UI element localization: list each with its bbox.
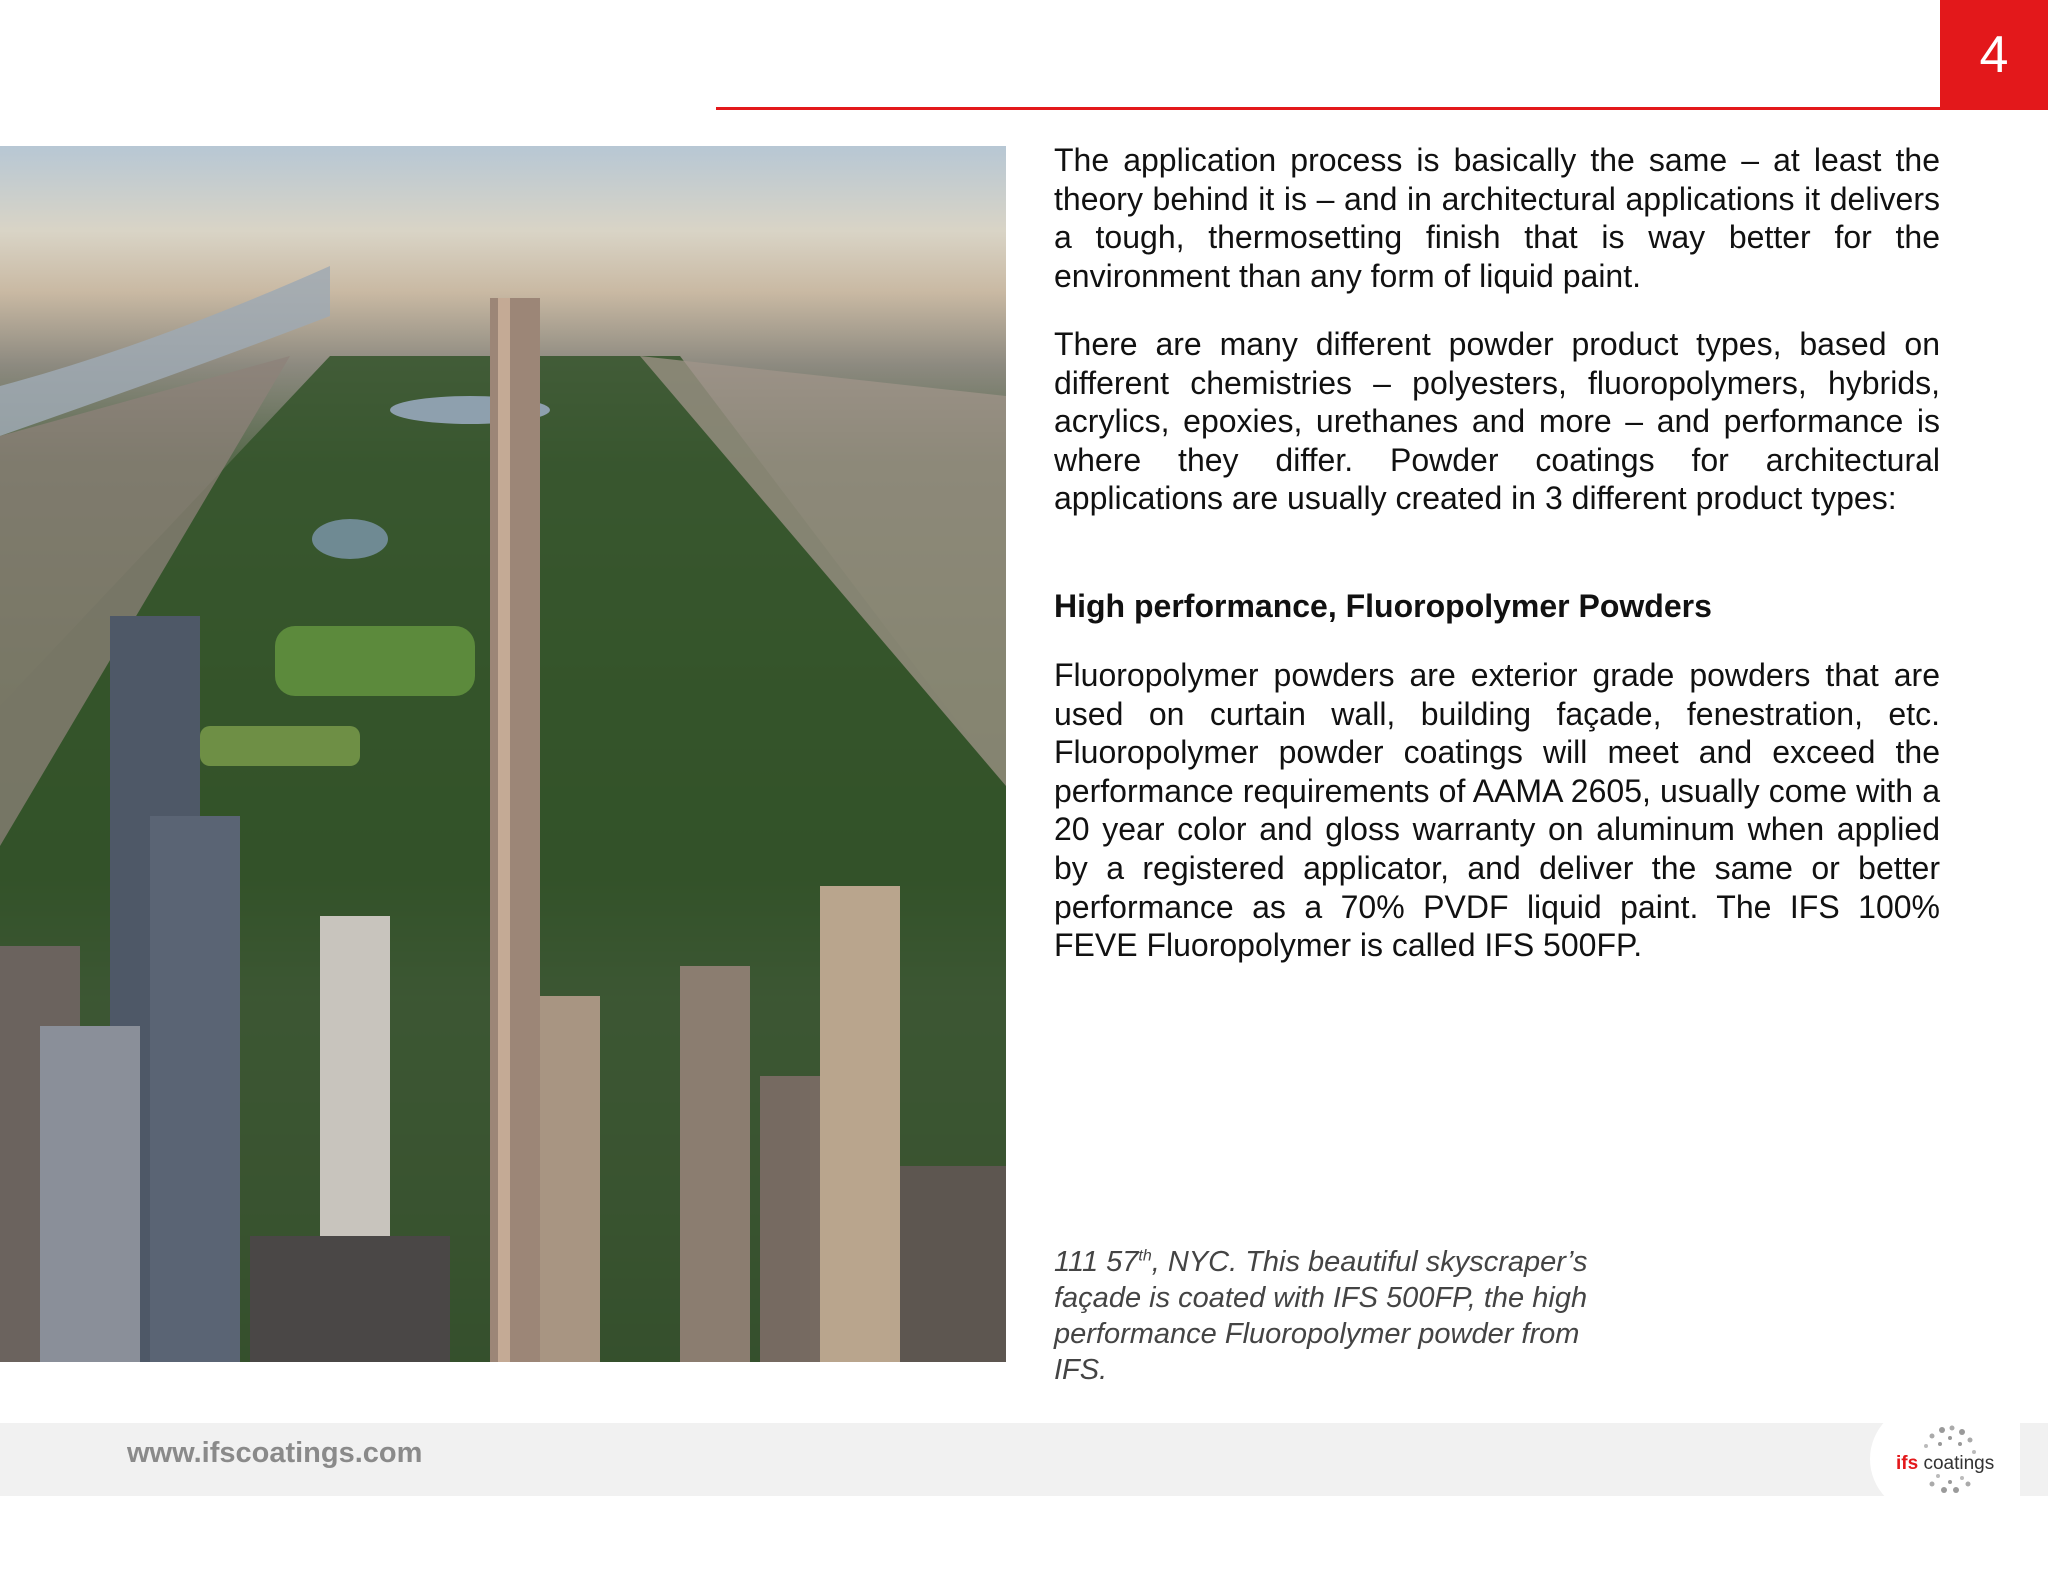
page-number [1940,0,2048,110]
logo-word: coatings [1923,1453,1995,1474]
logo-brand: ifs [1896,1453,1919,1474]
photo-caption [1054,1244,1594,1388]
paragraph-product-types: There are many different powder product types, based on different chemistries – polyesters, fluoropolymers, hybrids, acrylics, epoxies, urethanes and more – and performance is where they differ. Powder coatings for architectural applications are usually created in 3 different product types: [1054,326,1940,517]
footer-website-link[interactable]: www.ifscoatings.com [127,1437,423,1469]
logo-wordmark [1896,1453,1994,1475]
caption-superscript: th [1138,1247,1152,1265]
company-logo [1870,1404,2020,1514]
paragraph-fluoropolymer: Fluoropolymer powders are exterior grade powders that are used on curtain wall, building façade, fenestration, etc. Fluoropolymer powder coatings will meet and exceed the performance requirements of AAMA 2605, usually come with a 20 year color and gloss warranty on aluminum when applied by a registered applicator, and deliver the same or better performance as a 70% PVDF liquid paint. The IFS 100% FEVE Fluoropolymer is called IFS 500FP. [1054,657,1940,964]
skyline-illustration [0,146,1006,1362]
paragraph-application-process: The application process is basically the same – at least the theory behind it is – and in architectural applications it delivers a tough, thermosetting finish that is way better for the environment than any form of liquid paint. [1054,142,1940,294]
header-rule [716,107,1940,110]
page-number-label: 4 [1979,26,2009,84]
caption-text: , NYC. This beautiful skyscraper’s façade is coated with IFS 500FP, the high performance Fluoropolymer powder from IFS. [1054,1246,1588,1386]
building-photo [0,146,1006,1362]
caption-prefix: 111 57 [1054,1246,1139,1278]
section-heading: High performance, Fluoropolymer Powders [1054,588,1712,624]
